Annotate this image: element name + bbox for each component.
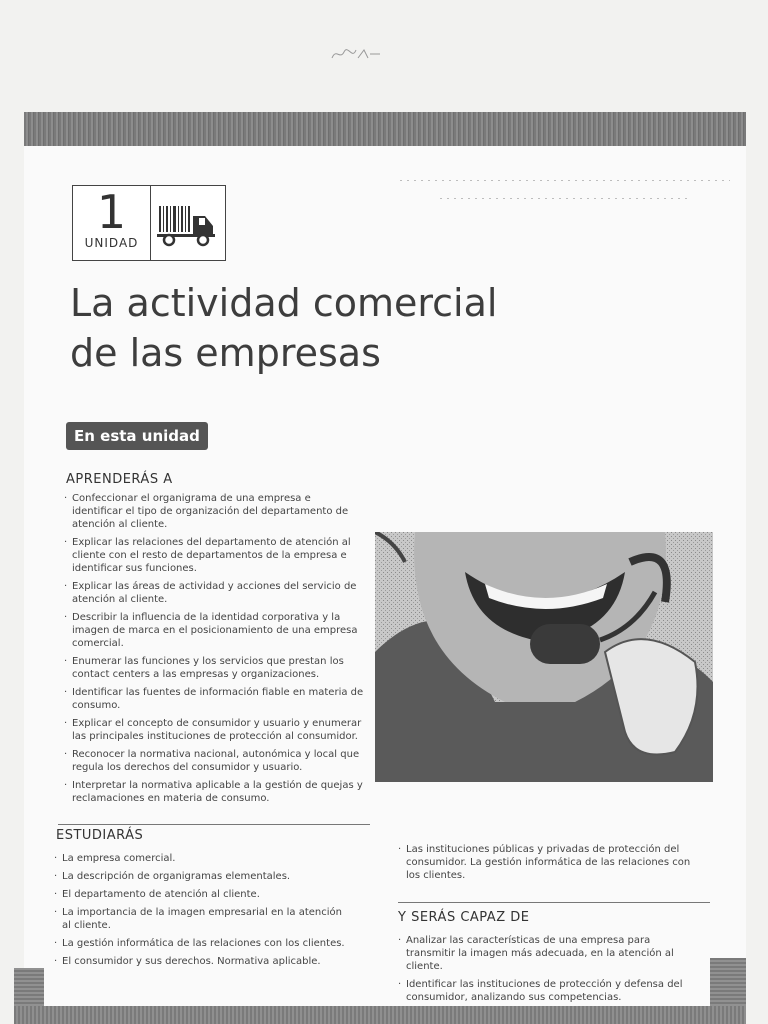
aprenderas-heading: APRENDERÁS A bbox=[66, 472, 173, 487]
list-item: · Explicar el concepto de consumidor y usuario y enumerar las principales instituciones de protección al consumidor. bbox=[64, 717, 364, 743]
list-item: · Explicar las relaciones del departamento de atención al cliente con el resto de departamentos de la empresa e identificar sus funciones. bbox=[64, 536, 364, 575]
list-item: · El departamento de atención al cliente. bbox=[54, 888, 354, 901]
estudiaras-heading: ESTUDIARÁS bbox=[56, 828, 144, 843]
list-item: · La empresa comercial. bbox=[54, 852, 354, 865]
list-item: · El consumidor y sus derechos. Normativa aplicable. bbox=[54, 955, 354, 968]
list-item: · La importancia de la imagen empresarial en la atención al cliente. bbox=[54, 906, 354, 932]
estudiaras-list-continued bbox=[398, 843, 698, 887]
list-item: · Explicar las áreas de actividad y acciones del servicio de atención al cliente. bbox=[64, 580, 364, 606]
list-item: · Enumerar las funciones y los servicios que prestan los contact centers a las empresas y organizaciones. bbox=[64, 655, 364, 681]
aprenderas-list bbox=[64, 492, 364, 810]
list-item: · Confeccionar el organigrama de una empresa e identificar el tipo de organización del departamento de atención al cliente. bbox=[64, 492, 364, 531]
decorative-dots bbox=[440, 198, 690, 218]
unit-number-box bbox=[73, 186, 151, 260]
list-item: · Describir la influencia de la identidad corporativa y la imagen de marca en el posicionamiento de una empresa comercial. bbox=[64, 611, 364, 650]
divider bbox=[58, 824, 370, 825]
unit-box bbox=[72, 185, 226, 261]
operator-photo bbox=[375, 532, 713, 782]
title-line-1: La actividad comercial bbox=[70, 281, 498, 325]
list-item: · Analizar las características de una empresa para transmitir la imagen más adecuada, en la atención al cliente. bbox=[398, 934, 698, 973]
seras-capaz-heading: Y SERÁS CAPAZ DE bbox=[398, 910, 530, 925]
list-item: · Identificar las fuentes de información fiable en materia de consumo. bbox=[64, 686, 364, 712]
page-title bbox=[70, 278, 670, 378]
footer-band bbox=[14, 1006, 746, 1024]
list-item: · Identificar las instituciones de protección y defensa del consumidor, analizando sus competencias. bbox=[398, 978, 698, 1004]
truck-barcode-icon bbox=[155, 198, 221, 250]
list-item: · Las instituciones públicas y privadas de protección del consumidor. La gestión informática de las relaciones con los clientes. bbox=[398, 843, 698, 882]
handwritten-mark bbox=[328, 44, 388, 64]
unit-number: 1 bbox=[96, 185, 127, 239]
decorative-dots bbox=[400, 180, 730, 200]
section-badge: En esta unidad bbox=[66, 422, 208, 450]
list-item: · Reconocer la normativa nacional, autonómica y local que regula los derechos del consumidor y usuario. bbox=[64, 748, 364, 774]
header-band bbox=[24, 112, 746, 146]
estudiaras-list bbox=[54, 852, 354, 973]
unit-label: UNIDAD bbox=[84, 236, 139, 250]
list-item: · La gestión informática de las relaciones con los clientes. bbox=[54, 937, 354, 950]
title-line-2: de las empresas bbox=[70, 331, 381, 375]
seras-capaz-list bbox=[398, 934, 698, 1009]
list-item: · Interpretar la normativa aplicable a la gestión de quejas y reclamaciones en materia de consumo. bbox=[64, 779, 364, 805]
divider bbox=[398, 902, 710, 903]
list-item: · La descripción de organigramas elementales. bbox=[54, 870, 354, 883]
smiling-operator-with-headset-photo bbox=[375, 532, 713, 782]
